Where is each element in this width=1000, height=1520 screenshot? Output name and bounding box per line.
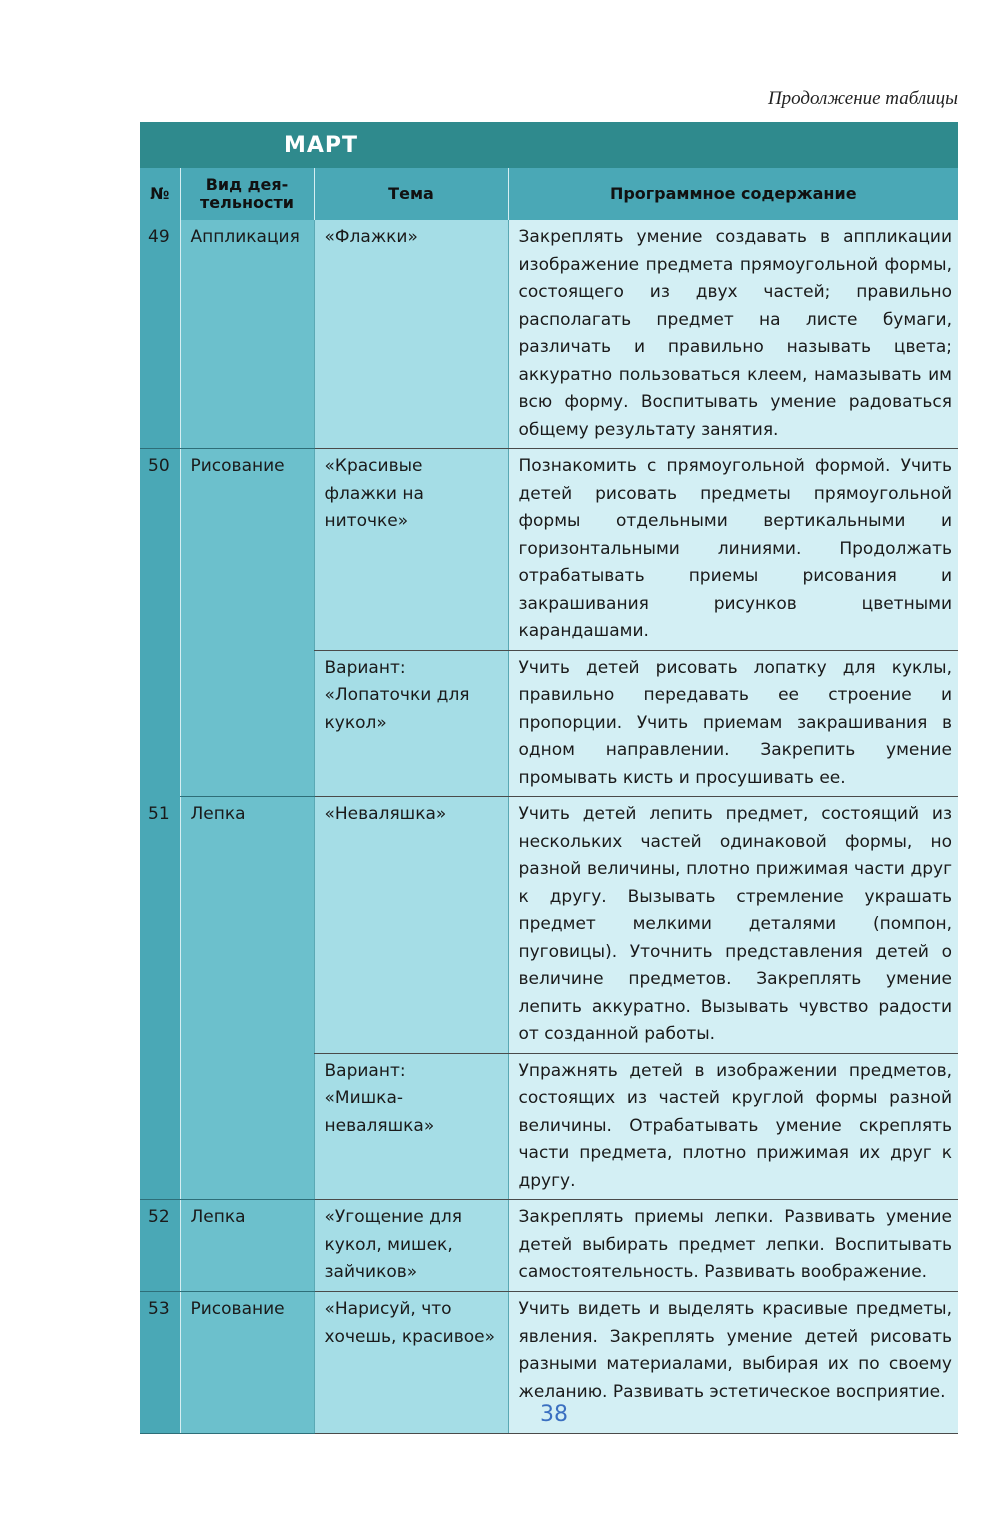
variant-topic: Вариант: «Лопаточки для кукол» xyxy=(314,650,508,797)
program-content: Познакомить с прямоугольной формой. Учить детей рисовать предметы прямоугольной формы отдельными вертикальными и горизонтальными линиями. Продолжать отрабатывать приемы рисования и закрашивания рисунков цветными карандашами. xyxy=(508,449,958,651)
column-header-topic: Тема xyxy=(314,168,508,220)
page-number: 38 xyxy=(540,1402,568,1427)
row-number: 52 xyxy=(140,1200,180,1292)
column-header-row xyxy=(140,168,958,220)
activity-type: Аппликация xyxy=(180,220,314,449)
continuation-title: Продолжение таблицы xyxy=(767,88,958,109)
row-number: 51 xyxy=(140,797,180,1200)
variant-topic: Вариант: «Мишка-неваляшка» xyxy=(314,1053,508,1200)
table-row xyxy=(140,449,958,651)
program-table xyxy=(140,122,958,1434)
topic: «Флажки» xyxy=(314,220,508,449)
variant-content: Учить детей рисовать лопатку для куклы, правильно передавать ее строение и пропорции. Учить приемам закрашивания в одном направлении. Закрепить умение промывать кисть и просушивать ее. xyxy=(508,650,958,797)
row-number: 49 xyxy=(140,220,180,449)
row-number: 53 xyxy=(140,1292,180,1434)
topic: «Угощение для кукол, мишек, зайчиков» xyxy=(314,1200,508,1292)
program-table-grid xyxy=(140,168,958,1434)
topic: «Красивые флажки на ниточке» xyxy=(314,449,508,651)
topic: «Неваляшка» xyxy=(314,797,508,1054)
row-number: 50 xyxy=(140,449,180,797)
table-row xyxy=(140,1200,958,1292)
variant-content: Упражнять детей в изображении предметов, состоящих из частей круглой формы разной величины. Отрабатывать умение скреплять части предмета, плотно прижимая их друг к другу. xyxy=(508,1053,958,1200)
program-content: Закреплять приемы лепки. Развивать умение детей выбирать предмет лепки. Воспитывать самостоятельность. Развивать воображение. xyxy=(508,1200,958,1292)
activity-type: Лепка xyxy=(180,797,314,1200)
program-content: Учить видеть и выделять красивые предметы, явления. Закреплять умение детей рисовать разными материалами, выбирая их по своему желанию. Развивать эстетическое восприятие. xyxy=(508,1292,958,1434)
activity-type: Рисование xyxy=(180,1292,314,1434)
column-header-content: Программное содержание xyxy=(508,168,958,220)
program-content: Учить детей лепить предмет, состоящий из нескольких частей одинаковой формы, но разной величины, плотно прижимая части друг к другу. Вызывать стремление украшать предмет мелкими деталями (помпон, пуговицы). Уточнить представления детей о величине предметов. Закреплять умение лепить аккуратно. Вызывать чувство радости от созданной работы. xyxy=(508,797,958,1054)
program-content: Закреплять умение создавать в аппликации изображение предмета прямоугольной формы, состоящего из двух частей; правильно располагать предмет на листе бумаги, различать и правильно называть цвета; аккуратно пользоваться клеем, намазывать им всю форму. Воспитывать умение радоваться общему результату занятия. xyxy=(508,220,958,449)
table-row xyxy=(140,220,958,449)
activity-type: Рисование xyxy=(180,449,314,797)
month-header: МАРТ xyxy=(140,122,958,168)
topic: «Нарисуй, что хочешь, красивое» xyxy=(314,1292,508,1434)
table-row xyxy=(140,797,958,1054)
activity-type: Лепка xyxy=(180,1200,314,1292)
column-header-type: Вид дея- тельности xyxy=(180,168,314,220)
column-header-num: № xyxy=(140,168,180,220)
